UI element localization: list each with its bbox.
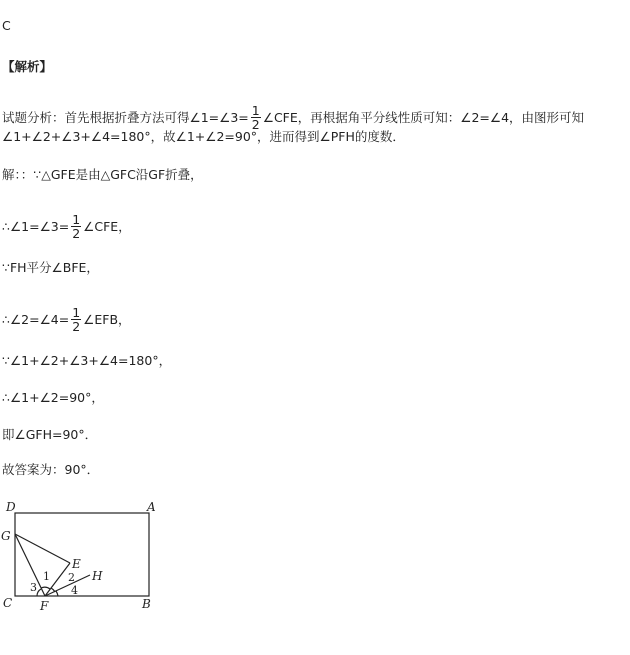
solution-line-8: 故答案为：90°． xyxy=(2,462,100,477)
label-f: F xyxy=(40,599,49,613)
analysis-text-1: 试题分析：首先根据折叠方法可得∠1=∠3= xyxy=(2,110,249,125)
analysis-text-1-tail: ∠CFE，再根据角平分线性质可知：∠2=∠4，由图形可知 xyxy=(262,110,585,125)
solution-line-1: 解：：∵△GFE是由△GFC沿GF折叠， xyxy=(2,167,203,182)
solution-text-2: ∴∠1=∠3= xyxy=(2,219,70,234)
angle-arc-1 xyxy=(41,587,50,589)
section-title: 【解析】 xyxy=(2,59,53,74)
angle-arc-4 xyxy=(56,591,58,596)
solution-line-5: ∵∠1+∠2+∠3+∠4=180°， xyxy=(2,353,172,368)
solution-text-4-tail: ∠EFB， xyxy=(83,312,131,327)
fraction-numerator: 1 xyxy=(251,103,260,118)
segment-fh xyxy=(45,575,90,596)
label-d: D xyxy=(6,500,16,514)
fraction-numerator: 1 xyxy=(72,305,81,320)
analysis-line-2: ∠1+∠2+∠3+∠4=180°，故∠1+∠2=90°，进而得到∠PFH的度数． xyxy=(2,129,405,144)
answer-letter: C xyxy=(2,18,11,33)
label-a: A xyxy=(147,500,156,514)
angle-label-3: 3 xyxy=(30,581,37,594)
fraction-numerator: 1 xyxy=(72,212,81,227)
label-b: B xyxy=(142,597,151,611)
fraction-half xyxy=(251,104,261,131)
angle-label-4: 4 xyxy=(71,584,78,597)
label-h: H xyxy=(92,569,103,583)
label-c: C xyxy=(3,596,13,610)
fraction-denominator: 2 xyxy=(72,226,81,241)
segment-gf xyxy=(15,534,45,596)
segment-ge xyxy=(15,534,70,563)
solution-text-2-tail: ∠CFE， xyxy=(83,219,131,234)
segment-ef xyxy=(45,563,70,596)
label-g: G xyxy=(1,529,11,543)
angle-arc-3 xyxy=(37,589,41,596)
fraction-half xyxy=(71,306,81,333)
label-e: E xyxy=(72,557,81,571)
analysis-line-1 xyxy=(2,103,585,132)
solution-line-7: 即∠GFH=90°． xyxy=(2,427,98,442)
solution-line-3: ∵FH平分∠BFE， xyxy=(2,260,99,275)
solution-line-4 xyxy=(2,305,131,334)
angle-label-1: 1 xyxy=(43,570,50,583)
solution-line-6: ∴∠1+∠2=90°， xyxy=(2,390,104,405)
rectangle-abcd xyxy=(15,513,149,596)
solution-text-4: ∴∠2=∠4= xyxy=(2,312,70,327)
fraction-half xyxy=(71,213,81,240)
angle-arc-2 xyxy=(51,588,55,592)
fraction-denominator: 2 xyxy=(72,319,81,334)
fraction-denominator: 2 xyxy=(251,117,260,132)
angle-label-2: 2 xyxy=(68,571,75,584)
solution-line-2 xyxy=(2,212,131,241)
